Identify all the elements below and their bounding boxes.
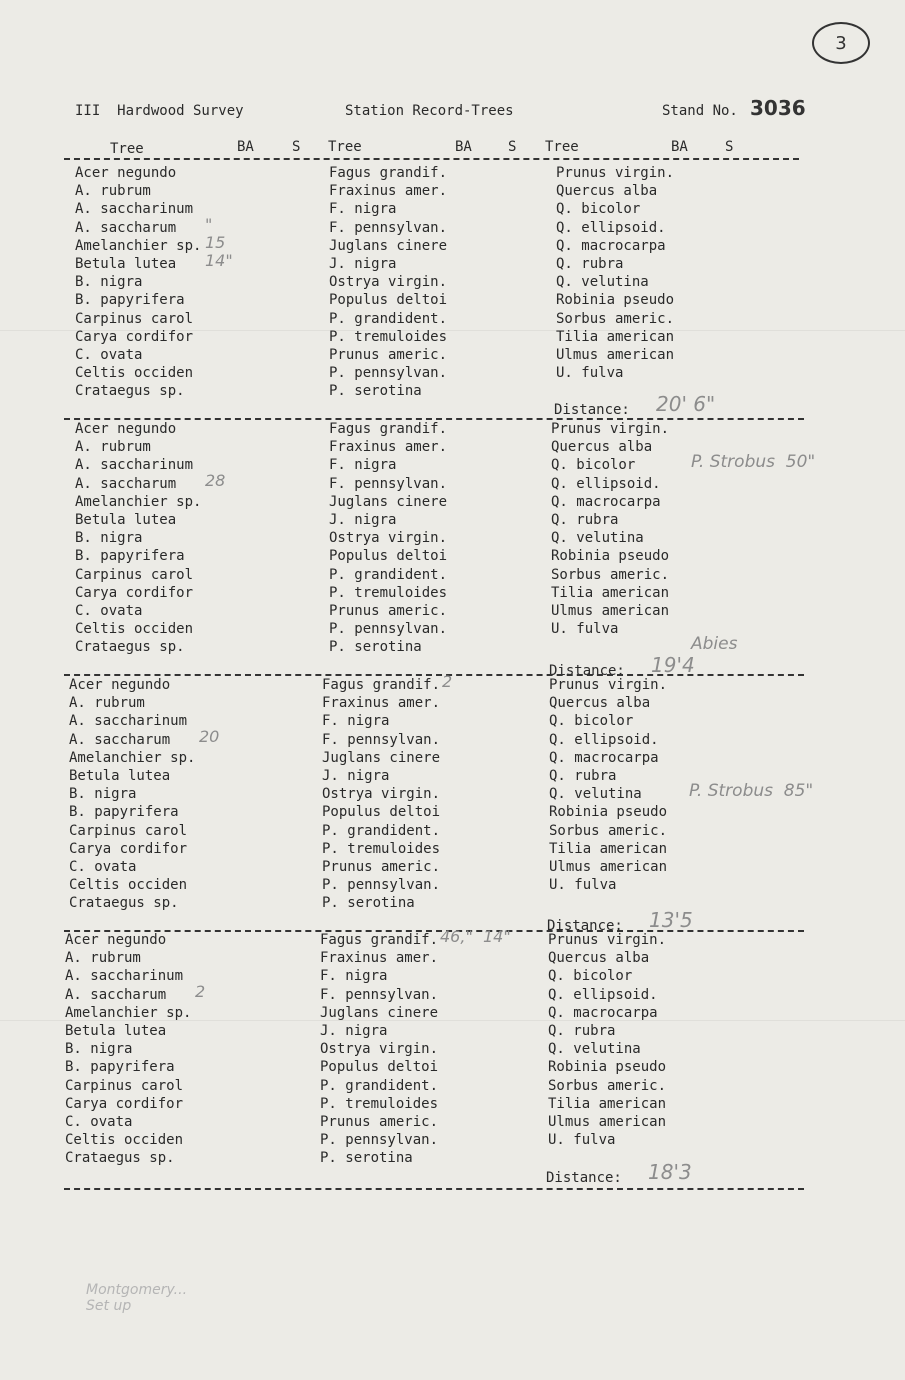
- species-row: P. pennsylvan.: [329, 621, 448, 638]
- species-row: A. saccharinum: [75, 457, 194, 474]
- species-row: Carpinus carol: [75, 566, 194, 583]
- species-row: Juglans cinere: [320, 1004, 439, 1021]
- species-row: Fraxinus amer.: [329, 183, 448, 200]
- distance-label: Distance:: [549, 663, 625, 679]
- species-row: Fraxinus amer.: [329, 439, 448, 456]
- species-row: Betula lutea: [75, 511, 177, 528]
- species-row: A. saccharinum: [65, 968, 184, 985]
- species-row: Q. macrocarpa: [549, 749, 659, 766]
- species-row: Sorbus americ.: [549, 822, 668, 839]
- handwritten-note: ": [205, 214, 213, 234]
- species-row: B. nigra: [75, 274, 143, 291]
- species-row: Betula lutea: [75, 255, 177, 272]
- col-header-ba-1: BA: [237, 139, 254, 155]
- species-row: Crataegus sp.: [69, 895, 179, 912]
- species-row: Populus deltoi: [320, 1059, 439, 1076]
- species-row: P. grandident.: [329, 566, 448, 583]
- species-row: U. fulva: [549, 877, 617, 894]
- species-row: Quercus alba: [551, 439, 653, 456]
- circled-page-number: 3: [812, 22, 870, 64]
- species-row: Carya cordifor: [65, 1095, 184, 1112]
- species-row: B. nigra: [75, 530, 143, 547]
- species-row: U. fulva: [551, 621, 619, 638]
- species-row: Robinia pseudo: [548, 1059, 667, 1076]
- distance-value-handwritten: 20' 6": [656, 392, 716, 416]
- species-row: Fraxinus amer.: [322, 695, 441, 712]
- species-column-2: [329, 164, 569, 400]
- species-row: Tilia american: [551, 584, 670, 601]
- handwritten-note: Abies: [691, 634, 738, 655]
- handwritten-note: P. Strobus 50": [691, 452, 816, 473]
- species-row: Amelanchier sp.: [75, 493, 202, 510]
- record-title: Station Record-Trees: [345, 103, 514, 119]
- species-row: Carpinus carol: [69, 822, 188, 839]
- species-row: P. serotina: [322, 895, 415, 912]
- species-row: Celtis occiden: [65, 1132, 184, 1149]
- species-row: P. grandident.: [329, 310, 448, 327]
- species-row: Q. ellipsoid.: [548, 986, 658, 1003]
- species-row: Crataegus sp.: [75, 383, 185, 400]
- species-row: Q. velutina: [549, 786, 642, 803]
- species-row: Ulmus american: [548, 1113, 667, 1130]
- species-row: Prunus americ.: [329, 346, 448, 363]
- species-row: B. nigra: [65, 1041, 133, 1058]
- species-row: P. tremuloides: [329, 328, 448, 345]
- species-row: Ostrya virgin.: [329, 530, 448, 547]
- species-row: P. serotina: [320, 1150, 413, 1167]
- station-divider: [64, 1188, 804, 1190]
- species-row: A. rubrum: [75, 439, 151, 456]
- col-header-ba-3: BA: [671, 139, 688, 155]
- species-row: Juglans cinere: [329, 493, 448, 510]
- distance-value-handwritten: 19'4: [651, 653, 695, 677]
- species-row: A. rubrum: [65, 950, 141, 967]
- bottom-scribble: Montgomery... Set up: [86, 1282, 188, 1314]
- species-row: P. serotina: [329, 383, 422, 400]
- species-row: Prunus americ.: [329, 602, 448, 619]
- species-row: A. rubrum: [69, 695, 145, 712]
- species-row: Betula lutea: [69, 767, 171, 784]
- species-row: Carya cordifor: [75, 328, 194, 345]
- species-row: Celtis occiden: [75, 621, 194, 638]
- species-row: Amelanchier sp.: [75, 237, 202, 254]
- species-row: B. papyrifera: [65, 1059, 175, 1076]
- species-column-1: [75, 164, 315, 400]
- species-column-2: [322, 676, 562, 912]
- species-column-2: [329, 420, 569, 656]
- species-row: A. saccharum: [75, 475, 177, 492]
- species-row: Fagus grandif.: [329, 421, 448, 437]
- species-row: Prunus americ.: [322, 858, 441, 875]
- species-row: P. pennsylvan.: [320, 1132, 439, 1149]
- species-row: P. pennsylvan.: [322, 877, 441, 894]
- species-row: Prunus virgin.: [549, 677, 668, 693]
- species-column-1: [65, 931, 305, 1167]
- species-row: Q. rubra: [551, 511, 619, 528]
- species-row: Q. ellipsoid.: [556, 219, 666, 236]
- species-row: A. saccharinum: [75, 201, 194, 218]
- species-row: F. nigra: [322, 713, 390, 730]
- distance-label: Distance:: [554, 402, 630, 418]
- species-row: Crataegus sp.: [75, 639, 185, 656]
- species-row: Ulmus american: [556, 346, 675, 363]
- species-row: Q. bicolor: [556, 201, 641, 218]
- species-row: F. nigra: [329, 201, 397, 218]
- species-row: Carya cordifor: [75, 584, 194, 601]
- species-row: Ostrya virgin.: [329, 274, 448, 291]
- species-row: P. tremuloides: [329, 584, 448, 601]
- species-row: Populus deltoi: [329, 548, 448, 565]
- species-row: Sorbus americ.: [556, 310, 675, 327]
- species-row: Ulmus american: [551, 602, 670, 619]
- species-row: Carpinus carol: [65, 1077, 184, 1094]
- species-row: Q. macrocarpa: [548, 1004, 658, 1021]
- species-row: Prunus virgin.: [556, 165, 675, 181]
- species-row: Q. macrocarpa: [551, 493, 661, 510]
- species-row: Q. ellipsoid.: [551, 475, 661, 492]
- species-column-3: [556, 164, 796, 382]
- species-column-3: [548, 931, 788, 1149]
- species-row: Ostrya virgin.: [322, 786, 441, 803]
- species-row: Fraxinus amer.: [320, 950, 439, 967]
- species-row: Ulmus american: [549, 858, 668, 875]
- species-row: F. nigra: [329, 457, 397, 474]
- species-row: A. saccharum: [65, 986, 167, 1003]
- species-row: Q. bicolor: [551, 457, 636, 474]
- species-row: Q. velutina: [548, 1041, 641, 1058]
- species-row: Quercus alba: [548, 950, 650, 967]
- species-row: Amelanchier sp.: [65, 1004, 192, 1021]
- species-row: A. saccharum: [69, 731, 171, 748]
- species-column-1: [69, 676, 309, 912]
- species-row: P. grandident.: [322, 822, 441, 839]
- species-row: J. nigra: [329, 511, 397, 528]
- species-row: Celtis occiden: [75, 365, 194, 382]
- species-row: J. nigra: [322, 767, 390, 784]
- species-row: U. fulva: [556, 365, 624, 382]
- col-header-tree-3: Tree: [545, 139, 579, 155]
- header-divider: [64, 158, 799, 160]
- col-header-tree-2: Tree: [328, 139, 362, 155]
- species-row: B. nigra: [69, 786, 137, 803]
- species-row: Q. ellipsoid.: [549, 731, 659, 748]
- species-row: A. saccharum: [75, 219, 177, 236]
- species-row: Populus deltoi: [322, 804, 441, 821]
- species-row: Acer negundo: [75, 165, 177, 181]
- species-row: Carpinus carol: [75, 310, 194, 327]
- stand-number: 3036: [750, 96, 806, 120]
- stand-label: Stand No.: [662, 103, 738, 119]
- col-header-tree-1: Tree: [110, 141, 144, 157]
- species-row: F. pennsylvan.: [329, 219, 448, 236]
- species-row: C. ovata: [75, 602, 143, 619]
- species-row: Q. rubra: [549, 767, 617, 784]
- species-row: C. ovata: [65, 1113, 133, 1130]
- col-header-s-2: S: [508, 139, 517, 155]
- col-header-s-3: S: [725, 139, 734, 155]
- species-row: Betula lutea: [65, 1022, 167, 1039]
- species-row: J. nigra: [329, 255, 397, 272]
- handwritten-note: 14": [205, 251, 233, 270]
- species-row: C. ovata: [75, 346, 143, 363]
- distance-label: Distance:: [546, 1170, 622, 1186]
- handwritten-note: 2: [442, 672, 453, 691]
- distance-value-handwritten: 13'5: [649, 908, 693, 932]
- species-row: Q. bicolor: [548, 968, 633, 985]
- handwritten-note: 28: [205, 470, 226, 490]
- species-row: B. papyrifera: [69, 804, 179, 821]
- species-row: P. grandident.: [320, 1077, 439, 1094]
- species-row: A. rubrum: [75, 183, 151, 200]
- species-row: Fagus grandif.: [329, 165, 448, 181]
- species-row: C. ovata: [69, 858, 137, 875]
- species-column-1: [75, 420, 315, 656]
- species-row: Sorbus americ.: [551, 566, 670, 583]
- species-row: Sorbus americ.: [548, 1077, 667, 1094]
- species-row: F. nigra: [320, 968, 388, 985]
- species-row: P. tremuloides: [322, 840, 441, 857]
- handwritten-note: 2: [195, 981, 206, 1001]
- species-row: Prunus americ.: [320, 1113, 439, 1130]
- species-row: Acer negundo: [65, 932, 167, 948]
- species-row: Q. velutina: [551, 530, 644, 547]
- species-row: Crataegus sp.: [65, 1150, 175, 1167]
- handwritten-note: 46," 14": [440, 927, 511, 946]
- col-header-s-1: S: [292, 139, 301, 155]
- species-row: Robinia pseudo: [556, 292, 675, 309]
- species-row: Fagus grandif.: [320, 932, 439, 948]
- species-row: J. nigra: [320, 1022, 388, 1039]
- species-row: Q. velutina: [556, 274, 649, 291]
- species-row: Ostrya virgin.: [320, 1041, 439, 1058]
- species-column-2: [320, 931, 560, 1167]
- species-row: B. papyrifera: [75, 292, 185, 309]
- species-row: F. pennsylvan.: [329, 475, 448, 492]
- species-row: Q. macrocarpa: [556, 237, 666, 254]
- species-row: Tilia american: [548, 1095, 667, 1112]
- species-row: Amelanchier sp.: [69, 749, 196, 766]
- species-row: Populus deltoi: [329, 292, 448, 309]
- species-row: P. serotina: [329, 639, 422, 656]
- species-row: Quercus alba: [549, 695, 651, 712]
- handwritten-note: 15: [205, 232, 226, 252]
- species-row: Tilia american: [549, 840, 668, 857]
- distance-value-handwritten: 18'3: [648, 1160, 692, 1184]
- handwritten-note: P. Strobus 85": [689, 781, 814, 802]
- species-row: Quercus alba: [556, 183, 658, 200]
- survey-title: III Hardwood Survey: [75, 103, 244, 119]
- species-row: B. papyrifera: [75, 548, 185, 565]
- species-row: Tilia american: [556, 328, 675, 345]
- species-row: Robinia pseudo: [551, 548, 670, 565]
- handwritten-note: 20: [199, 726, 220, 746]
- species-row: F. pennsylvan.: [320, 986, 439, 1003]
- species-row: P. tremuloides: [320, 1095, 439, 1112]
- col-header-ba-2: BA: [455, 139, 472, 155]
- species-row: F. pennsylvan.: [322, 731, 441, 748]
- distance-label: Distance:: [547, 918, 623, 934]
- species-row: Prunus virgin.: [551, 421, 670, 437]
- species-row: Juglans cinere: [322, 749, 441, 766]
- species-row: Fagus grandif.: [322, 677, 441, 693]
- species-row: U. fulva: [548, 1132, 616, 1149]
- species-row: Celtis occiden: [69, 877, 188, 894]
- species-row: Acer negundo: [69, 677, 171, 693]
- species-row: Robinia pseudo: [549, 804, 668, 821]
- species-row: Prunus virgin.: [548, 932, 667, 948]
- species-row: A. saccharinum: [69, 713, 188, 730]
- species-row: P. pennsylvan.: [329, 365, 448, 382]
- species-row: Juglans cinere: [329, 237, 448, 254]
- species-row: Q. rubra: [556, 255, 624, 272]
- species-row: Q. bicolor: [549, 713, 634, 730]
- species-row: Q. rubra: [548, 1022, 616, 1039]
- species-row: Carya cordifor: [69, 840, 188, 857]
- species-row: Acer negundo: [75, 421, 177, 437]
